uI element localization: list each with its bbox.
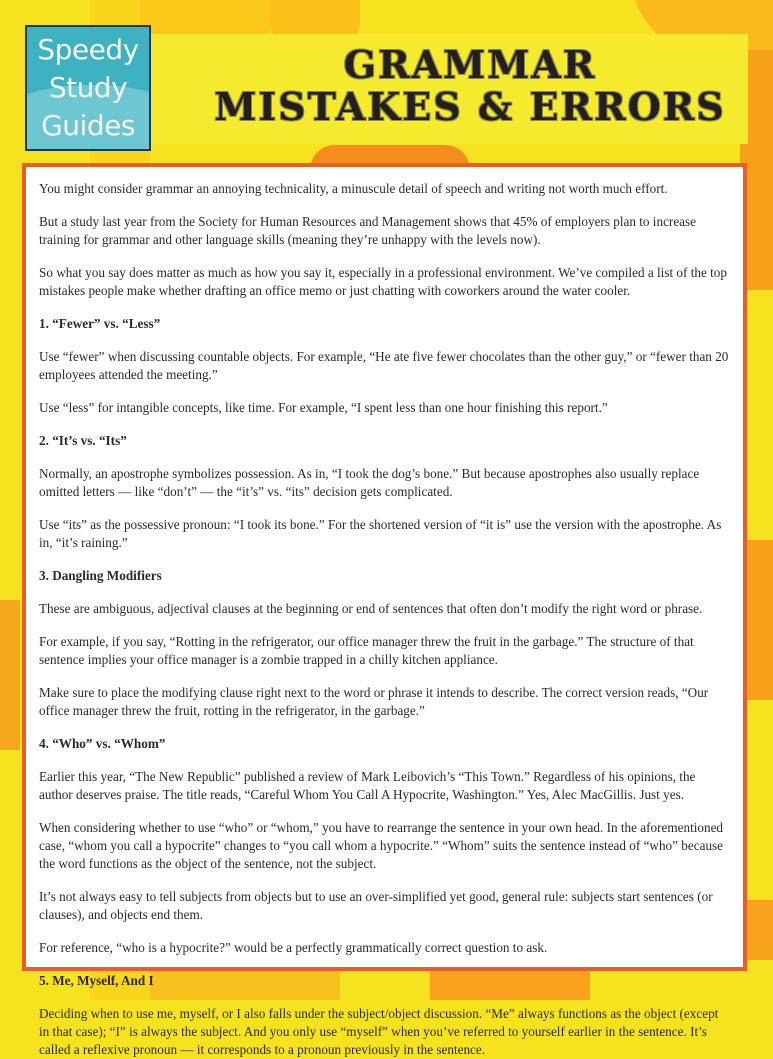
section-paragraph: For reference, “who is a hypocrite?” would be a perfectly grammatically correct question to ask. (39, 940, 548, 955)
section-paragraph: Use “its” as the possessive pronoun: “I took its bone.” For the shortened version of “it is” use the version with the apostrophe. As in, “it’s raining.” (39, 517, 722, 550)
section-paragraph: Make sure to place the modifying clause right next to the word or phrase it intends to describe. The correct version reads, “Our office manager threw the fruit, rotting in the refrigerator, in the garbage.” (39, 685, 709, 718)
title-line-2: MISTAKES & ERRORS (214, 84, 726, 129)
intro-paragraph: So what you say does matter as much as how you say it, especially in a professional environment. We’ve compiled a list of the top mistakes people make whether drafting an office memo or just chatting with coworkers around the water cooler. (39, 265, 727, 298)
logo-text (27, 31, 149, 145)
section-paragraph: Use “less” for intangible concepts, like time. For example, “I spent less than one hour finishing this report.” (39, 400, 608, 415)
logo-line-2: Study (48, 71, 128, 104)
section-heading-who-whom: 4. “Who” vs. “Whom” (39, 736, 166, 751)
section-paragraph: When considering whether to use “who” or “whom,” you have to rearrange the sentence in your own head. In the aforementioned case, “whom you call a hypocrite” changes to “you call whom a hypocrite.” “Whom” suits the sentence instead of “who” because the word functions as the object of the sentence, not the subject. (39, 820, 724, 871)
section-heading-me-myself-i: 5. Me, Myself, And I (39, 973, 154, 988)
section-paragraph: For example, if you say, “Rotting in the refrigerator, our office manager threw the fruit in the garbage.” The structure of that sentence implies your office manager is a zombie trapped in a chilly kitchen appliance. (39, 634, 694, 667)
section-heading-fewer-less: 1. “Fewer” vs. “Less” (39, 316, 161, 331)
logo-line-1: Speedy (37, 33, 139, 66)
speedy-study-guides-logo (25, 25, 151, 151)
section-paragraph: It’s not always easy to tell subjects from objects but to use an over-simplified yet good, general rule: subjects start sentences (or clauses), and objects end them. (39, 889, 713, 922)
section-paragraph: Use “fewer” when discussing countable objects. For example, “He ate five fewer chocolates than the other guy,” or “fewer than 20 employees attended the meeting.” (39, 349, 729, 382)
intro-paragraph: You might consider grammar an annoying technicality, a minuscule detail of speech and writing not worth much effort. (39, 181, 668, 196)
section-paragraph: Normally, an apostrophe symbolizes possession. As in, “I took the dog’s bone.” But because apostrophes also usually replace omitted letters — like “don’t” — the “it’s” vs. “its” decision gets complicated. (39, 466, 700, 499)
section-heading-its: 2. “It’s vs. “Its” (39, 433, 127, 448)
section-paragraph: These are ambiguous, adjectival clauses at the beginning or end of sentences that often don’t modify the right word or phrase. (39, 601, 703, 616)
title-line-1: GRAMMAR (343, 42, 597, 87)
page-title (200, 44, 740, 128)
section-paragraph: Deciding when to use me, myself, or I also falls under the subject/object discussion. “Me” always functions as the object (except in that case); “I” is always the subject. And you only use “myself” when you’ve referred to yourself earlier in the sentence. It’s called a reflexive pronoun — it corresponds to a pronoun previously in the sentence. (39, 1006, 719, 1057)
background-shape (0, 600, 20, 750)
section-heading-dangling-modifiers: 3. Dangling Modifiers (39, 568, 162, 583)
intro-paragraph: But a study last year from the Society for Human Resources and Management shows that 45% of employers plan to increase training for grammar and other language skills (meaning they’re unhappy with the levels now). (39, 214, 697, 247)
logo-line-3: Guides (41, 109, 135, 142)
content-panel (22, 163, 747, 1057)
section-paragraph: Earlier this year, “The New Republic” published a review of Mark Leibovich’s “This Town.” Regardless of his opinions, the author deserves praise. The title reads, “Careful Whom You Call A Hypocrite, Washington.” Yes, Alec MacGillis. Just yes. (39, 769, 696, 802)
